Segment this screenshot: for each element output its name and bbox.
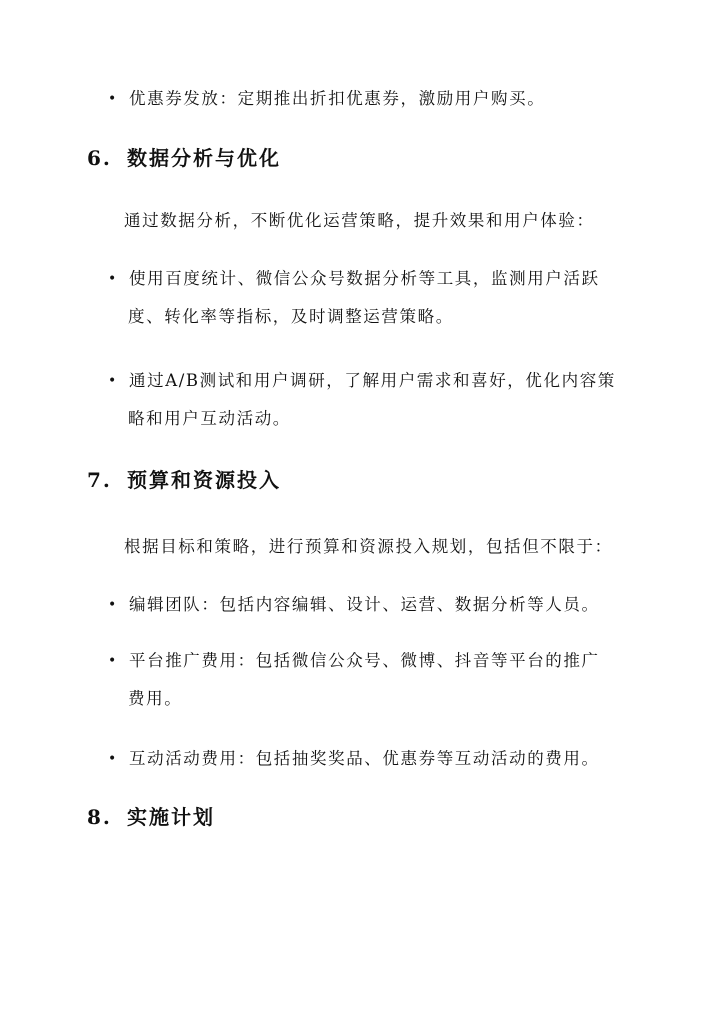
section-title: 预算和资源投入 — [127, 468, 281, 492]
section-heading-8 — [87, 803, 215, 831]
bullet-dot: • — [108, 597, 118, 613]
list-item-coupon — [108, 80, 648, 118]
section-number: 6. — [87, 146, 112, 170]
list-item-activity-cost — [108, 740, 648, 778]
section-number: 8. — [87, 805, 112, 829]
list-item-text: 通过A/B测试和用户调研，了解用户需求和喜好，优化内容策 — [129, 371, 616, 390]
list-item-text: 使用百度统计、微信公众号数据分析等工具，监测用户活跃 — [129, 269, 600, 288]
list-item-text: 优惠券发放：定期推出折扣优惠券，激励用户购买。 — [129, 89, 546, 108]
list-item-ab-testing — [108, 362, 648, 438]
section-title: 数据分析与优化 — [127, 146, 281, 170]
list-item-text: 编辑团队：包括内容编辑、设计、运营、数据分析等人员。 — [129, 595, 600, 614]
list-item-editing-team — [108, 586, 648, 624]
list-item-promotion-cost — [108, 642, 648, 718]
bullet-dot: • — [108, 653, 118, 669]
section-number: 7. — [87, 468, 112, 492]
bullet-dot: • — [108, 271, 118, 287]
bullet-dot: • — [108, 91, 118, 107]
section-title: 实施计划 — [127, 805, 215, 829]
list-item-text-continued: 度、转化率等指标，及时调整运营策略。 — [128, 307, 454, 326]
list-item-analytics-tools — [108, 260, 648, 336]
list-item-text-continued: 费用。 — [128, 689, 183, 708]
paragraph-budget: 根据目标和策略，进行预算和资源投入规划，包括但不限于： — [124, 537, 613, 556]
section-heading-7 — [87, 466, 281, 494]
list-item-text: 互动活动费用：包括抽奖奖品、优惠券等互动活动的费用。 — [129, 749, 600, 768]
list-item-text-continued: 略和用户互动活动。 — [128, 409, 291, 428]
list-item-text: 平台推广费用：包括微信公众号、微博、抖音等平台的推广 — [129, 651, 600, 670]
bullet-dot: • — [108, 751, 118, 767]
bullet-dot: • — [108, 373, 118, 389]
paragraph-data-analysis: 通过数据分析，不断优化运营策略，提升效果和用户体验： — [124, 211, 595, 230]
section-heading-6 — [87, 144, 281, 172]
